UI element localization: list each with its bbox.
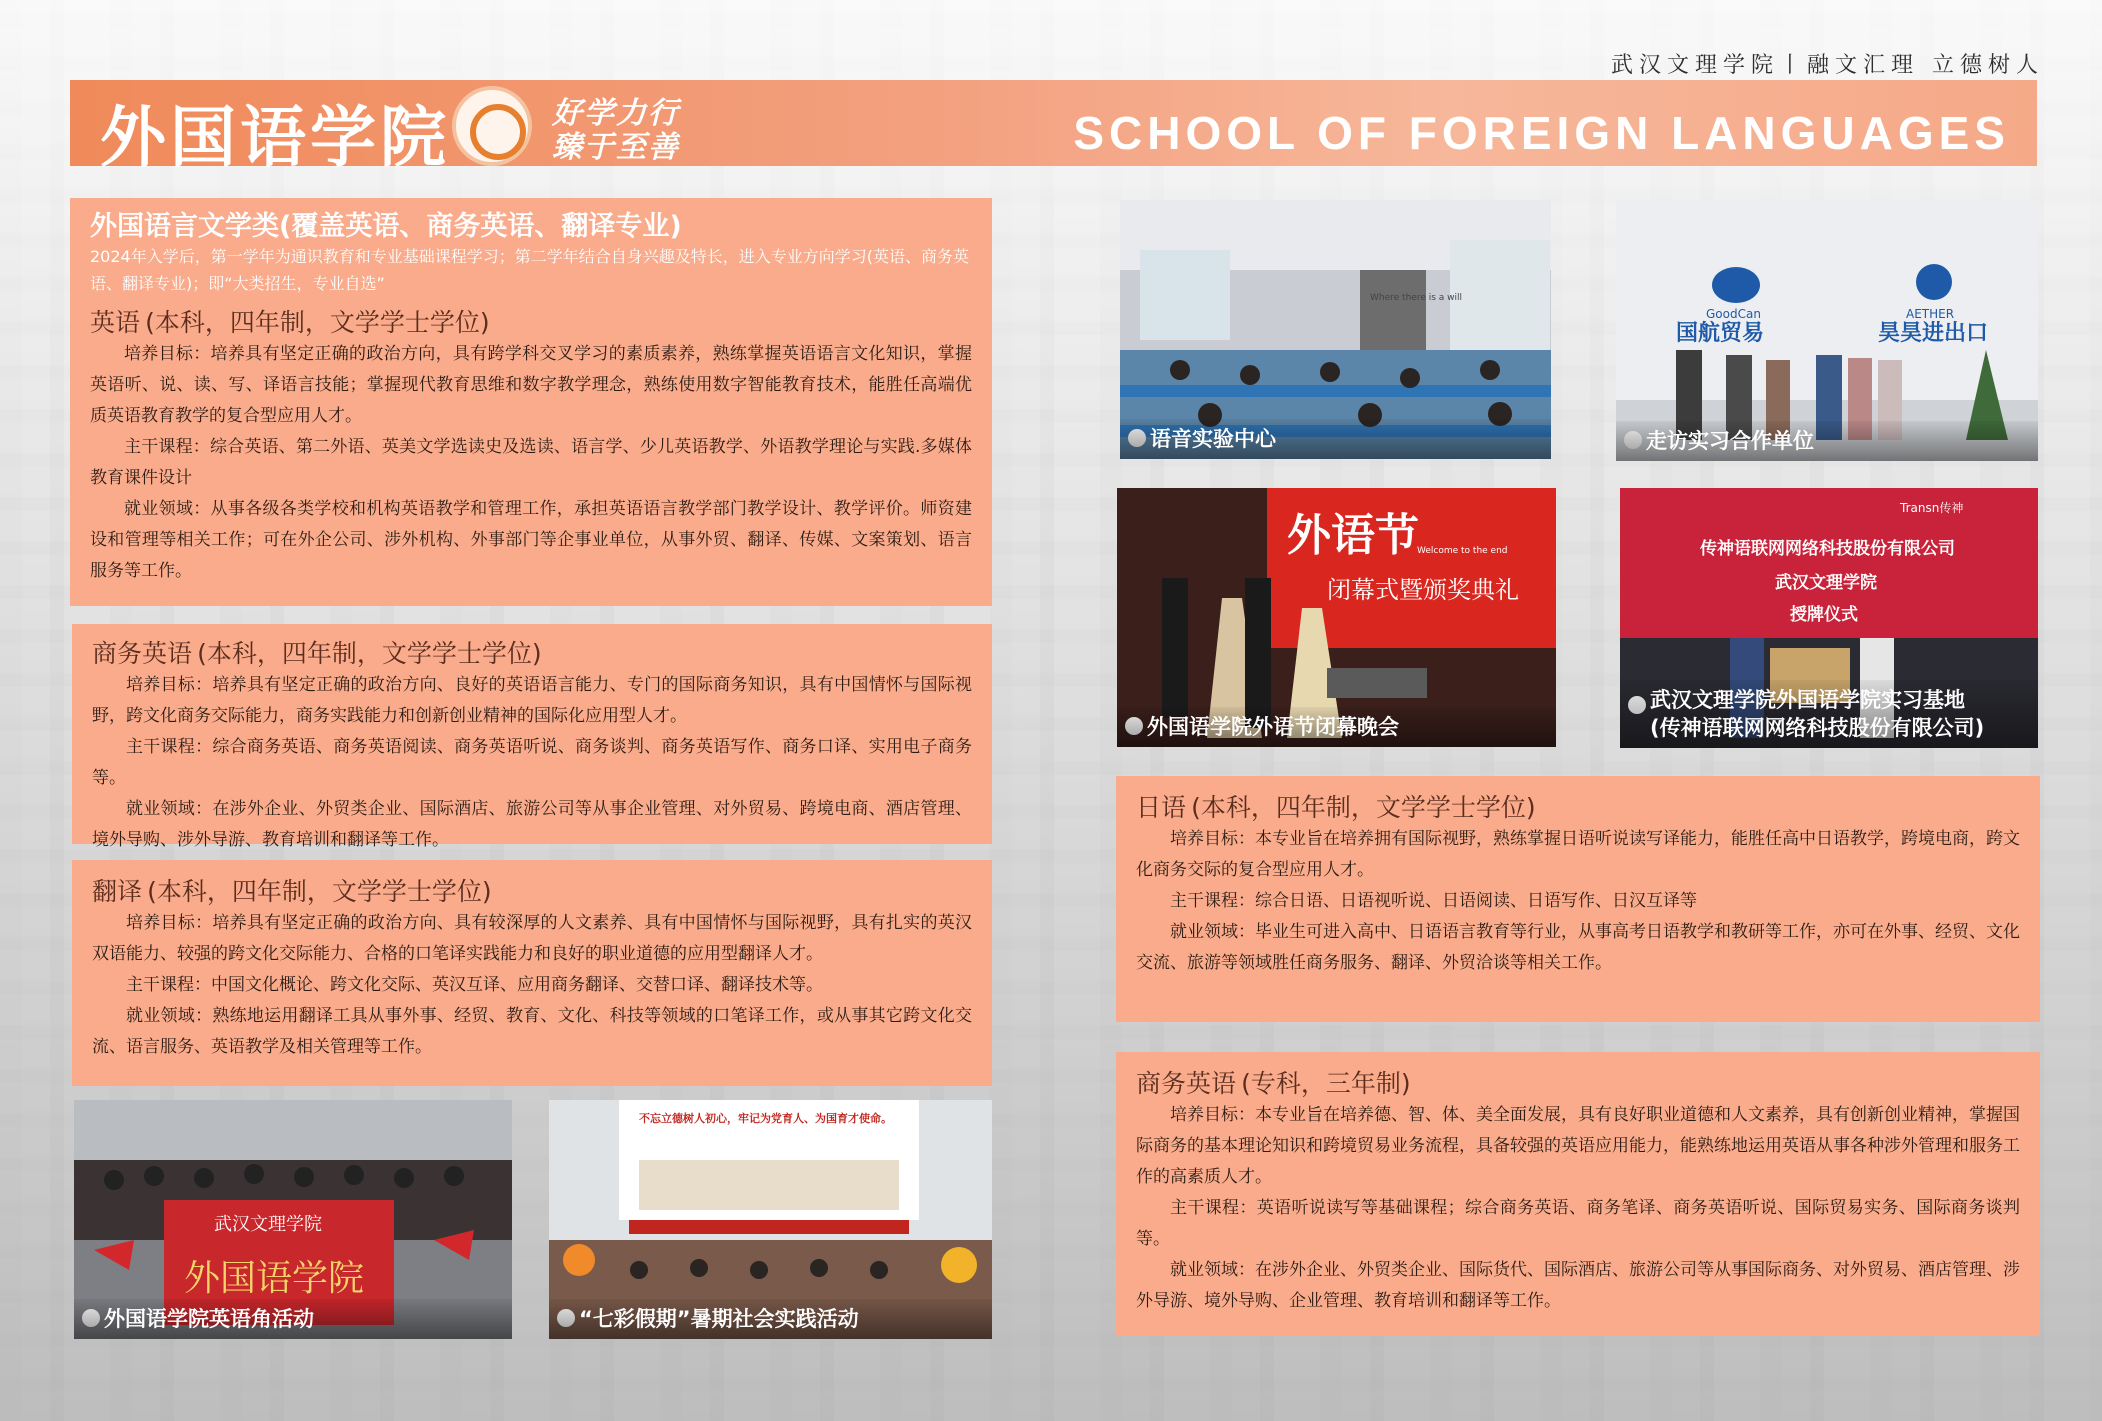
base-banner-3: 授牌仪式: [1790, 605, 1858, 625]
business-college-panel: [1116, 1052, 2040, 1336]
caption-english-corner: 外国语学院英语角活动: [74, 1299, 512, 1339]
english-title: 英语: [90, 308, 141, 337]
japanese-heading: [1136, 788, 2020, 824]
business-sub: (本科，四年制，文学学士学位): [197, 639, 542, 668]
photo-english-corner: [74, 1100, 512, 1339]
base-logo-text: Transn传神: [1900, 501, 1964, 515]
flag-school-text: 武汉文理学院: [214, 1214, 322, 1235]
photo-summer-practice: [549, 1100, 992, 1339]
base-banner-2: 武汉文理学院: [1775, 573, 1877, 593]
translation-career: 就业领域：熟练地运用翻译工具从事外事、经贸、教育、文化、科技等领域的口笔译工作，或从事其它跨文化交流、语言服务、英语教学及相关管理等工作。: [92, 1006, 972, 1057]
english-sub: (本科，四年制，文学学士学位): [145, 308, 490, 337]
caption-base-line-2: (传神语联网网络科技股份有限公司): [1650, 716, 1985, 740]
caption-base-line-1: 武汉文理学院外国语学院实习基地: [1650, 688, 1965, 712]
business-college-sub: (专科，三年制): [1241, 1069, 1411, 1098]
intro-title: 外国语言文学类(覆盖英语、商务英语、翻译专业): [90, 211, 682, 242]
translation-sub: (本科，四年制，文学学士学位): [147, 877, 492, 906]
translation-panel: [72, 860, 992, 1086]
english-heading: [90, 303, 972, 339]
japanese-sub: (本科，四年制，文学学士学位): [1191, 793, 1536, 822]
company2-en: AETHER: [1906, 307, 1955, 321]
college-logo-icon: [452, 86, 532, 166]
page-title: 外国语学院: [100, 99, 450, 176]
business-heading: [92, 634, 972, 670]
english-courses: 主干课程：综合英语、第二外语、英美文学选读史及选读、语言学、少儿英语教学、外语教学理论与实践.多媒体教育课件设计: [90, 437, 972, 488]
business-english-panel: [72, 624, 992, 850]
business-title: 商务英语: [92, 639, 193, 668]
business-college-heading: [1136, 1064, 2020, 1100]
company1-name: 国航贸易: [1676, 321, 1765, 346]
flag-text: 外国语学院: [184, 1258, 365, 1299]
festival-banner-en: Welcome to the end: [1417, 546, 1508, 556]
photo-internship-base: [1620, 488, 2038, 748]
business-college-goal: 培养目标：本专业旨在培养德、智、体、美全面发展，具有良好职业道德和人文素养，具有创新创业精神，掌握国际商务的基本理论知识和跨境贸易业务流程，具备较强的英语应用能力，能熟练地运用英语从事各种涉外管理和服务工作的高素质人才。: [1136, 1105, 2020, 1187]
business-goal: 培养目标：培养具有坚定正确的政治方向、良好的英语语言能力、专门的国际商务知识，具有中国情怀与国际视野，跨文化商务交际能力，商务实践能力和创新创业精神的国际化应用型人才。: [92, 675, 972, 726]
caption-company-visit: 走访实习合作单位: [1616, 421, 2038, 461]
business-college-courses: 主干课程：英语听说读写等基础课程；综合商务英语、商务笔译、商务英语听说、国际贸易实务、国际商务谈判等。: [1136, 1198, 2020, 1249]
business-college-career: 就业领域：在涉外企业、外贸类企业、国际货代、国际酒店、旅游公司等从事国际商务、对外贸易、酒店管理、涉外导游、境外导购、企业管理、教育培训和翻译等工作。: [1136, 1260, 2020, 1311]
header-english-title: SCHOOL OF FOREIGN LANGUAGES: [1073, 107, 2010, 159]
slogan-line-1: 好学力行: [552, 96, 680, 131]
company2-name: 昊昊进出口: [1878, 321, 1989, 346]
festival-banner-sub: 闭幕式暨颁奖典礼: [1327, 576, 1519, 604]
translation-heading: [92, 872, 972, 908]
business-college-title: 商务英语: [1136, 1069, 1237, 1098]
japanese-goal: 培养目标：本专业旨在培养拥有国际视野，熟练掌握日语听说读写译能力，能胜任高中日语教学，跨境电商，跨文化商务交际的复合型应用人才。: [1136, 829, 2020, 880]
japanese-panel: [1116, 776, 2040, 1022]
english-goal: 培养目标：培养具有坚定正确的政治方向，具有跨学科交叉学习的素质素养，熟练掌握英语语言文化知识，掌握英语听、说、读、写、译语言技能；掌握现代教育思维和数字教学理念，熟练使用数字智能教育技术，能胜任高端优质英语教育教学的复合型应用人才。: [90, 344, 972, 426]
business-courses: 主干课程：综合商务英语、商务英语阅读、商务英语听说、商务谈判、商务英语写作、商务口译、实用电子商务等。: [92, 737, 972, 788]
caption-language-lab: 语音实验中心: [1120, 419, 1551, 459]
company1-en: GoodCan: [1706, 307, 1761, 321]
english-major-panel: [70, 198, 992, 606]
business-career: 就业领域：在涉外企业、外贸类企业、国际酒店、旅游公司等从事企业管理、对外贸易、跨境电商、酒店管理、境外导购、涉外导游、教育培训和翻译等工作。: [92, 799, 972, 850]
caption-festival: 外国语学院外语节闭幕晚会: [1117, 707, 1556, 747]
translation-goal: 培养目标：培养具有坚定正确的政治方向、具有较深厚的人文素养、具有中国情怀与国际视野，具有扎实的英汉双语能力、较强的跨文化交际能力、合格的口笔译实践能力和良好的职业道德的应用型翻译人才。: [92, 913, 972, 964]
japanese-courses: 主干课程：综合日语、日语视听说、日语阅读、日语写作、日汉互译等: [1170, 891, 1697, 911]
caption-internship-base: [1620, 680, 2038, 748]
caption-summer-practice: “七彩假期”暑期社会实践活动: [549, 1299, 992, 1339]
summer-wall-text: 不忘立德树人初心，牢记为党育人、为国育才使命。: [639, 1112, 892, 1125]
base-banner-1: 传神语联网网络科技股份有限公司: [1700, 539, 1955, 559]
photo-festival: [1117, 488, 1556, 747]
festival-banner: 外语节: [1287, 510, 1419, 561]
translation-courses: 主干课程：中国文化概论、跨文化交际、英汉互译、应用商务翻译、交替口译、翻译技术等。: [126, 975, 823, 995]
translation-title: 翻译: [92, 877, 143, 906]
photo-language-lab: [1120, 200, 1551, 459]
lab-wall-sign: Where there is a will: [1370, 293, 1462, 303]
english-career: 就业领域：从事各级各类学校和机构英语教学和管理工作，承担英语语言教学部门教学设计、教学评价。师资建设和管理等相关工作；可在外企公司、涉外机构、外事部门等企事业单位，从事外贸、翻译、传媒、文案策划、语言服务等工作。: [90, 499, 972, 581]
school-motto: 武汉文理学院丨融文汇理 立德树人: [1611, 53, 2044, 78]
photo-company-visit: [1616, 200, 2038, 461]
japanese-title: 日语: [1136, 793, 1187, 822]
japanese-career: 就业领域：毕业生可进入高中、日语语言教育等行业，从事高考日语教学和教研等工作，亦可在外事、经贸、文化交流、旅游等领域胜任商务服务、翻译、外贸洽谈等相关工作。: [1136, 922, 2020, 973]
intro-text: 2024年入学后，第一学年为通识教育和专业基础课程学习；第二学年结合自身兴趣及特长，进入专业方向学习(英语、商务英语、翻译专业)；即“大类招生，专业自选”: [90, 247, 969, 293]
slogan-line-2: 臻于至善: [552, 130, 680, 165]
